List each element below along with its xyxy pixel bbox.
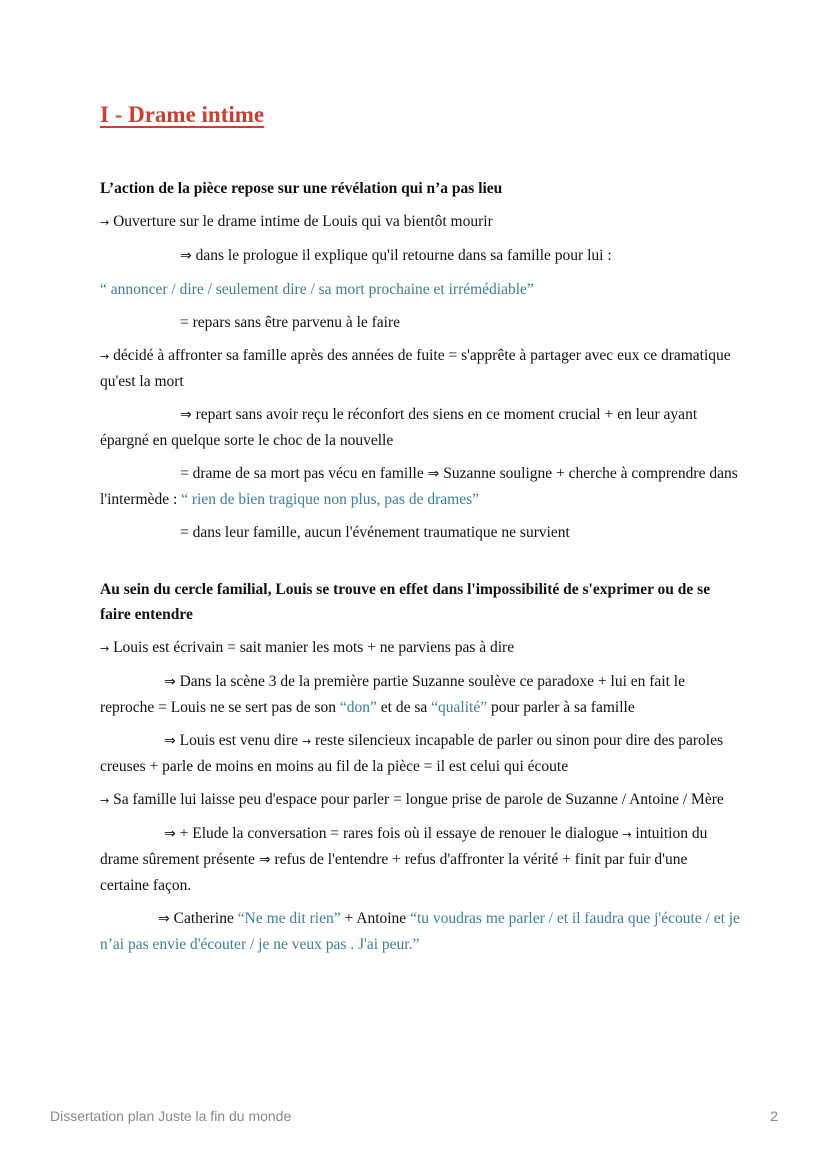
line-repart: ⇒ repart sans avoir reçu le réconfort des siens en ce moment crucial + en leur ayant épargné en quelque sorte le choc de la nouvelle	[100, 406, 698, 449]
line-ecrivain: → Louis est écrivain = sait manier les mots + ne parviens pas à dire	[100, 639, 515, 656]
section-gap	[100, 545, 740, 577]
implies-icon: ⇒	[164, 674, 176, 690]
section-title: I - Drame intime	[100, 102, 265, 127]
quote-tu-voudras: “tu voudras me parler / et il faudra que j'écoute / et je n’ai pas envie d'écouter / je ne veux pas . J'ai peur.”	[100, 910, 740, 953]
line-venu-dire: ⇒ Louis est venu dire → reste silencieux incapable de parler ou sinon pour dire des paroles creuses + parle de moins en moins au fil de la pièce = il est celui qui écoute	[100, 732, 723, 775]
line-prologue: ⇒ dans le prologue il explique qu'il retourne dans sa famille pour lui :	[180, 247, 612, 264]
arrow-icon: →	[100, 350, 110, 363]
quote-ne-me-dit-rien: “Ne me dit rien”	[237, 910, 341, 927]
page-footer	[50, 1108, 778, 1124]
quote-rien-tragique: “ rien de bien tragique non plus, pas de drames”	[181, 491, 479, 508]
line-elude: ⇒ + Elude la conversation = rares fois où il essaye de renouer le dialogue → intuition du drame sûrement présente ⇒ refus de l'entendre + refus d'affronter la vérité + finit par fuir d'une certaine façon.	[100, 825, 708, 894]
quote-annoncer: “ annoncer / dire / seulement dire / sa mort prochaine et irrémédiable”	[100, 281, 534, 298]
implies-icon: ⇒	[164, 733, 176, 749]
line-scene-3: ⇒ Dans la scène 3 de la première partie Suzanne soulève ce paradoxe + lui en fait le reproche = Louis ne se sert pas de son “don” et de sa “qualité” pour parler à sa famille	[100, 673, 685, 716]
line-drame-famille: = drame de sa mort pas vécu en famille ⇒ Suzanne souligne + cherche à comprendre dans l'intermède : “ rien de bien tragique non plus, pas de drames”	[100, 465, 738, 508]
line-decide: → décidé à affronter sa famille après des années de fuite = s'apprête à partager avec eux ce dramatique qu'est la mort	[100, 347, 731, 390]
document-page	[100, 100, 740, 957]
implies-icon: ⇒	[164, 826, 176, 842]
arrow-icon: →	[301, 735, 312, 748]
line-espace: → Sa famille lui laisse peu d'espace pour parler = longue prise de parole de Suzanne / Antoine / Mère	[100, 791, 724, 808]
implies-icon: ⇒	[158, 911, 170, 927]
page-number: 2	[770, 1108, 778, 1124]
arrow-icon: →	[100, 216, 110, 229]
line-repars: = repars sans être parvenu à le faire	[180, 314, 401, 331]
heading-cercle-familial: Au sein du cercle familial, Louis se trouve en effet dans l'impossibilité de s'exprimer ou de se faire entendre	[100, 581, 711, 623]
line-ouverture: → Ouverture sur le drame intime de Louis qui va bientôt mourir	[100, 213, 493, 230]
implies-icon: ⇒	[180, 407, 192, 423]
line-aucun-evenement: = dans leur famille, aucun l'événement traumatique ne survient	[180, 524, 570, 541]
footer-doc-title: Dissertation plan Juste la fin du monde	[50, 1108, 292, 1124]
quote-qualite: “qualité”	[431, 699, 488, 716]
arrow-icon: →	[100, 642, 110, 655]
quote-don: “don”	[339, 699, 377, 716]
line-catherine: ⇒ Catherine “Ne me dit rien” + Antoine “tu voudras me parler / et il faudra que j'écoute / et je n’ai pas envie d'écouter / je ne veux pas . J'ai peur.”	[100, 910, 740, 953]
arrow-icon: →	[622, 828, 632, 841]
implies-icon: ⇒	[258, 852, 271, 868]
implies-icon: ⇒	[180, 248, 192, 264]
heading-revelation: L’action de la pièce repose sur une révélation qui n’a pas lieu	[100, 180, 503, 197]
implies-icon: ⇒	[427, 466, 440, 482]
arrow-icon: →	[100, 794, 110, 807]
